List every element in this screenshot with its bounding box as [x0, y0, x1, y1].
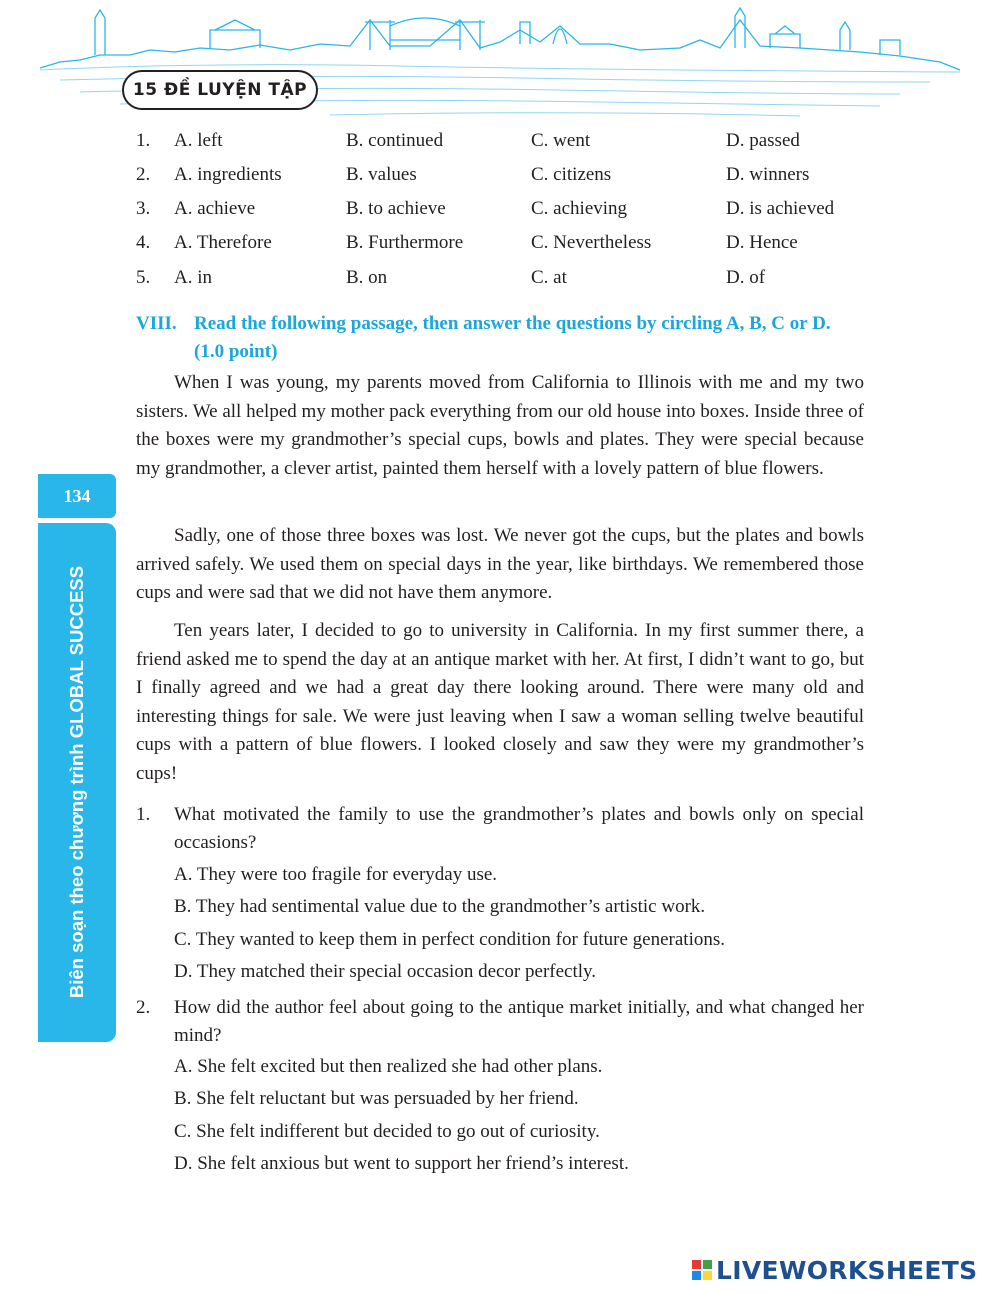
question-text: How did the author feel about going to the antique market initially, and what changed her mind?	[174, 997, 864, 1046]
row-number: 5.	[136, 267, 151, 288]
option-a[interactable]: A. ingredients	[174, 164, 282, 185]
side-banner-title-bold: GLOBAL SUCCESS	[66, 565, 87, 739]
section-number: VIII.	[136, 313, 177, 334]
option-c[interactable]: C. Nevertheless	[531, 232, 652, 253]
side-banner-title	[66, 522, 88, 1042]
option-d[interactable]: D. winners	[726, 164, 810, 185]
answer-option[interactable]: D. They matched their special occasion decor perfectly.	[174, 961, 597, 982]
header-banner	[0, 0, 1000, 130]
logo-square	[703, 1260, 712, 1269]
section-instruction	[194, 310, 870, 366]
row-number: 4.	[136, 232, 151, 253]
instruction-line-1: Read the following passage, then answer the questions by circling A, B, C or D.	[194, 313, 831, 334]
logo-grid-icon	[692, 1260, 712, 1280]
answer-option[interactable]: C. She felt indifferent but decided to go out of curiosity.	[174, 1121, 600, 1142]
london-skyline-illustration	[0, 0, 1000, 130]
logo-square	[692, 1260, 701, 1269]
logo-text: LIVEWORKSHEETS	[716, 1255, 978, 1285]
option-b[interactable]: B. values	[346, 164, 417, 185]
option-b[interactable]: B. to achieve	[346, 198, 446, 219]
instruction-line-2: (1.0 point)	[194, 341, 278, 362]
option-c[interactable]: C. achieving	[531, 198, 628, 219]
option-d[interactable]: D. is achieved	[726, 198, 835, 219]
option-c[interactable]: C. at	[531, 267, 567, 288]
question-text: What motivated the family to use the grandmother’s plates and bowls only on special occasions?	[174, 804, 864, 853]
liveworksheets-logo[interactable]	[692, 1254, 977, 1286]
option-d[interactable]: D. of	[726, 267, 766, 288]
option-d[interactable]: D. passed	[726, 130, 800, 151]
passage-paragraph: When I was young, my parents moved from California to Illinois with me and my two sisters. We all helped my mother pack everything from our old house into boxes. Inside three of the boxes were my grandmother’s special cups, bowls and plates. They were special because my grandmother, a clever artist, painted them herself with a lovely pattern of blue flowers.	[136, 372, 864, 479]
option-a[interactable]: A. Therefore	[174, 232, 272, 253]
answer-row	[136, 164, 876, 194]
row-number: 3.	[136, 198, 151, 219]
answer-row	[136, 198, 876, 228]
option-a[interactable]: A. in	[174, 267, 212, 288]
option-b[interactable]: B. on	[346, 267, 388, 288]
answer-row	[136, 267, 876, 297]
row-number: 1.	[136, 130, 151, 151]
answer-option[interactable]: B. They had sentimental value due to the grandmother’s artistic work.	[174, 896, 706, 917]
answer-option[interactable]: B. She felt reluctant but was persuaded by her friend.	[174, 1088, 579, 1109]
question-number: 2.	[136, 997, 151, 1018]
answer-option[interactable]: C. They wanted to keep them in perfect condition for future generations.	[174, 929, 725, 950]
question-number: 1.	[136, 804, 151, 825]
logo-square	[692, 1271, 701, 1280]
option-d[interactable]: D. Hence	[726, 232, 798, 253]
logo-square	[703, 1271, 712, 1280]
side-banner-title-prefix: Biên soạn theo chương trình	[66, 738, 87, 999]
option-a[interactable]: A. achieve	[174, 198, 256, 219]
answer-option[interactable]: D. She felt anxious but went to support her friend’s interest.	[174, 1153, 629, 1174]
option-c[interactable]: C. citizens	[531, 164, 612, 185]
page-number: 134	[38, 474, 116, 518]
answer-row	[136, 232, 876, 262]
answer-row	[136, 130, 876, 160]
section-badge: 15 ĐỀ LUYỆN TẬP	[122, 70, 318, 110]
option-b[interactable]: B. Furthermore	[346, 232, 464, 253]
option-b[interactable]: B. continued	[346, 130, 444, 151]
row-number: 2.	[136, 164, 151, 185]
answer-option[interactable]: A. She felt excited but then realized she had other plans.	[174, 1056, 603, 1077]
passage-paragraph: Ten years later, I decided to go to university in California. In my first summer there, a friend asked me to spend the day at an antique market with her. At first, I didn’t want to go, but I finally agreed and we had a great day there looking around. There were many old and interesting things for sale. We were just leaving when I saw a woman selling twelve beautiful cups with a pattern of blue flowers. I looked closely and saw they were my grandmother’s cups!	[136, 620, 864, 784]
answer-option[interactable]: A. They were too fragile for everyday use.	[174, 864, 498, 885]
option-c[interactable]: C. went	[531, 130, 591, 151]
passage-paragraph: Sadly, one of those three boxes was lost. We never got the cups, but the plates and bowls arrived safely. We used them on special days in the year, like birthdays. We remembered those cups and were sad that we did not have them anymore.	[136, 525, 864, 604]
option-a[interactable]: A. left	[174, 130, 223, 151]
